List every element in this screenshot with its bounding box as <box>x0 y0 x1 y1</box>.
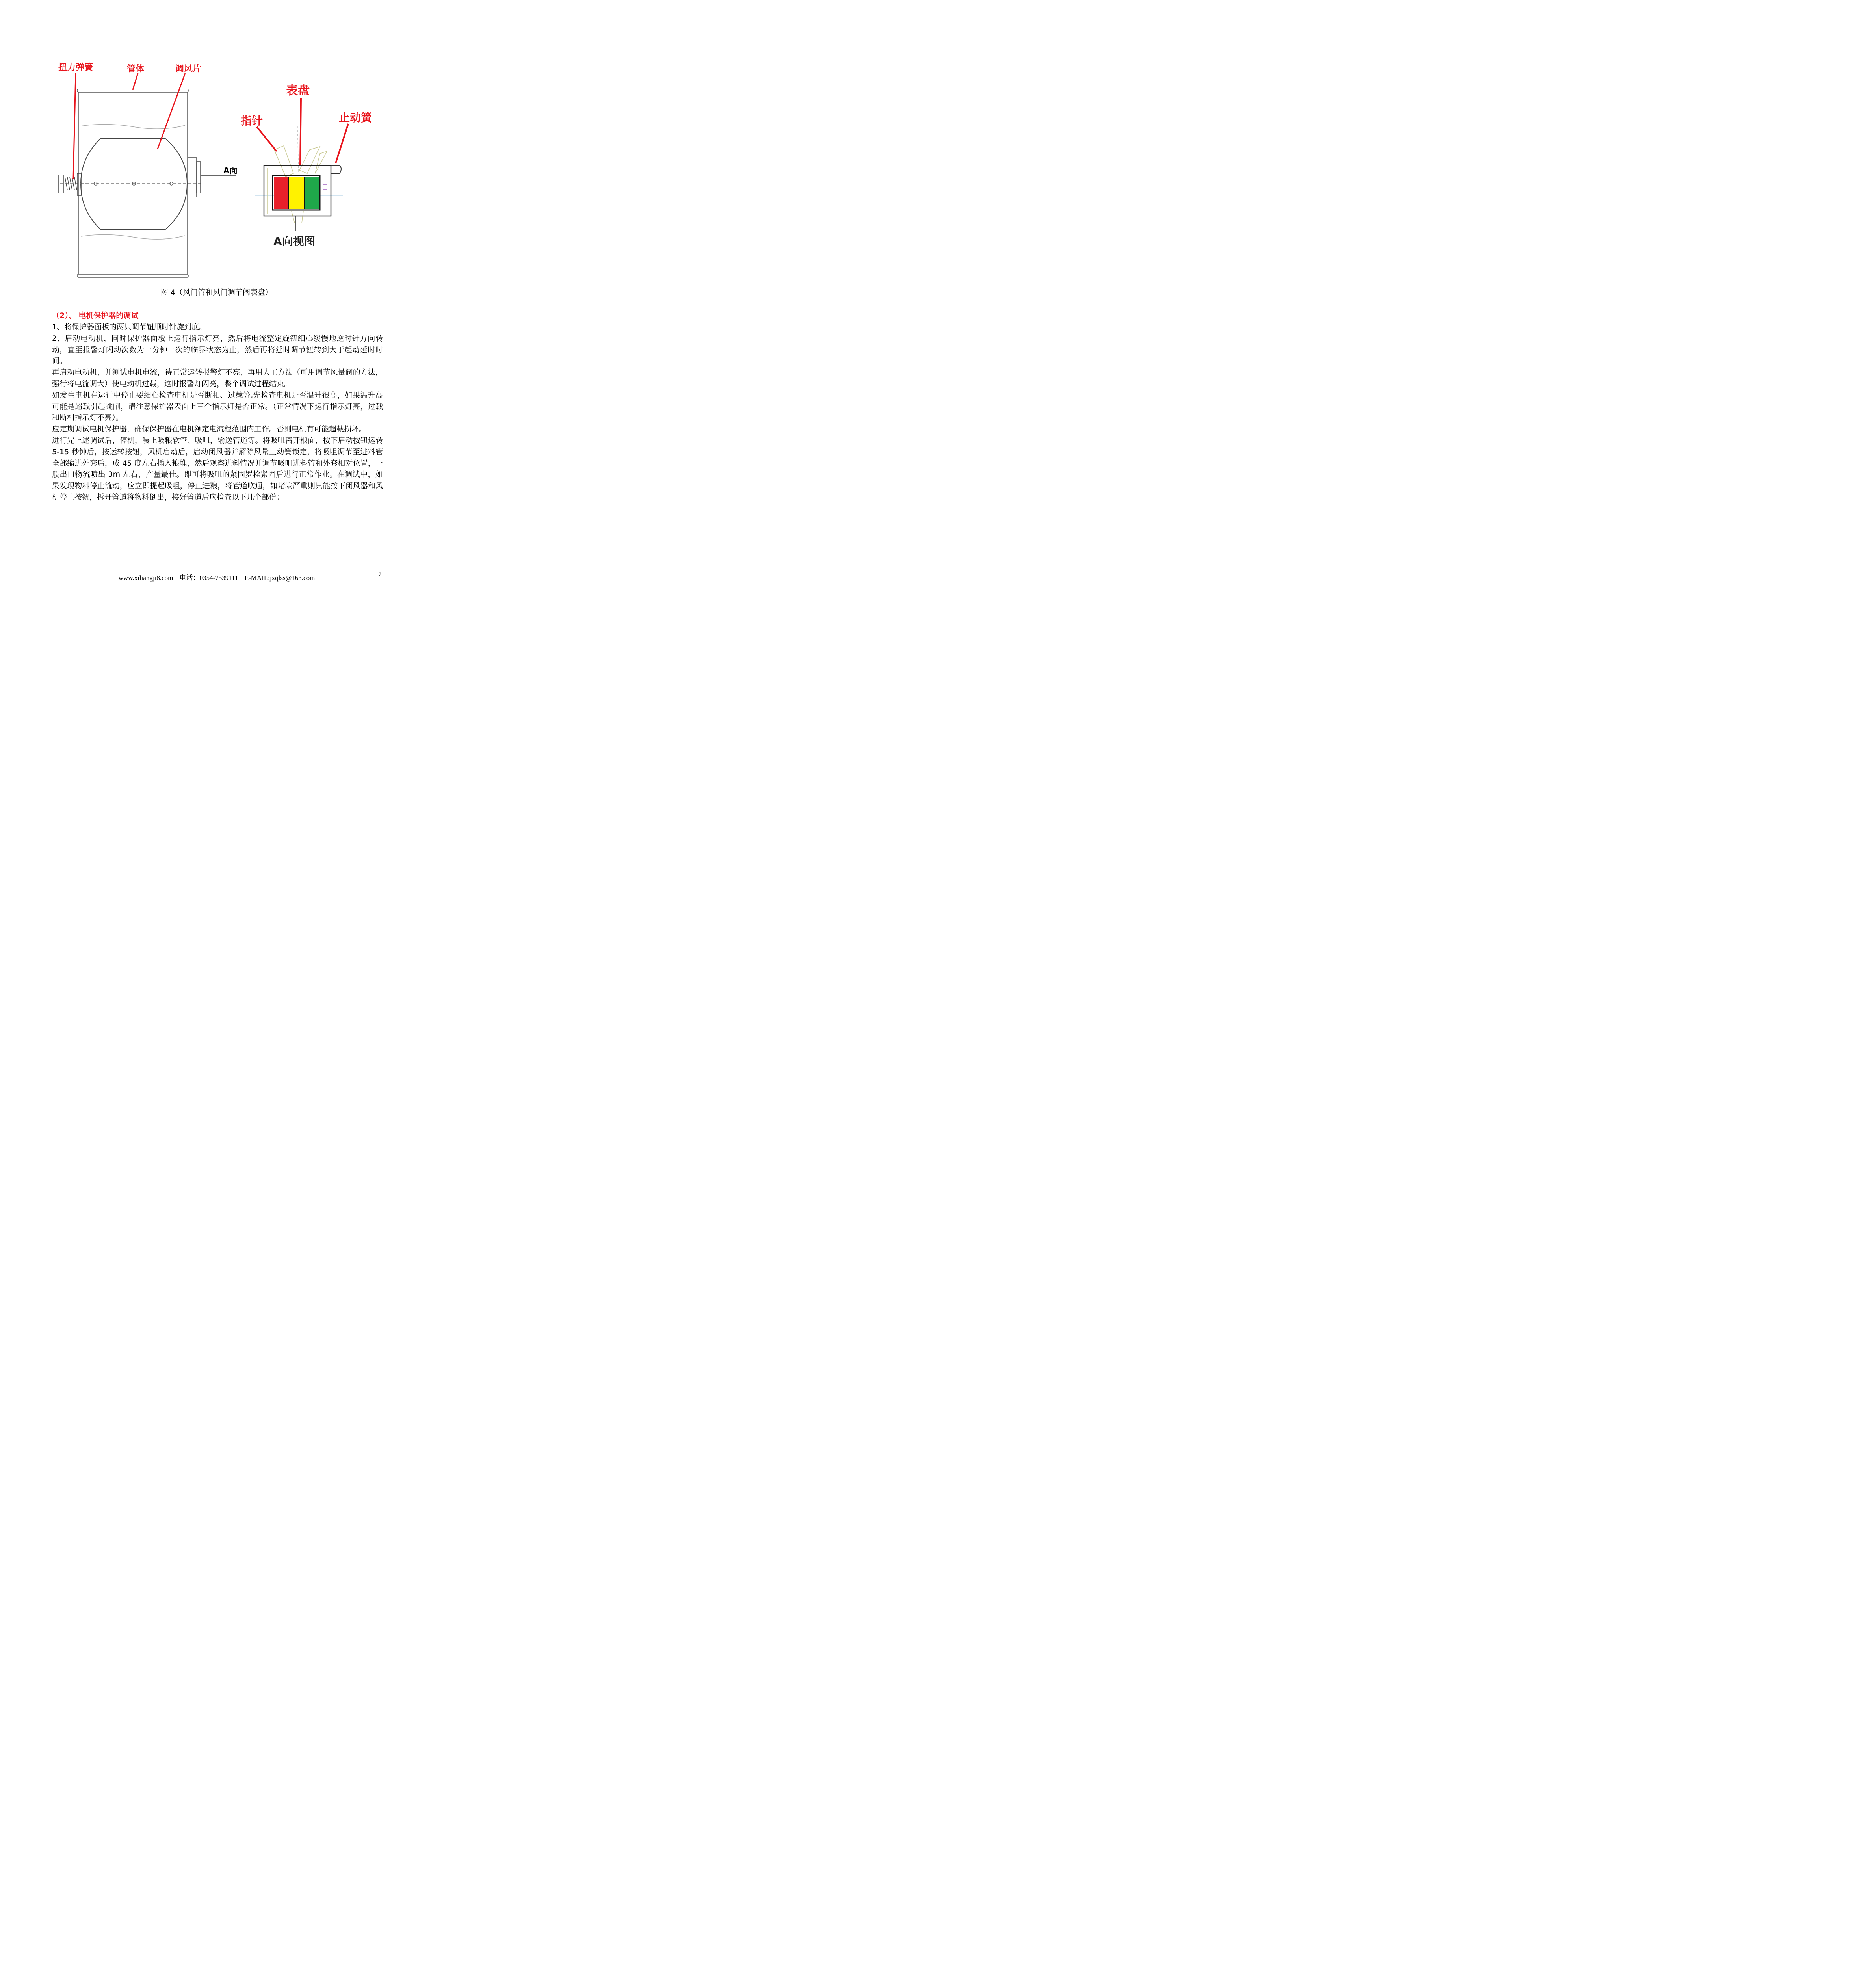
dial-zone-red <box>274 177 289 209</box>
page-footer <box>0 572 433 582</box>
label-view-a: A向视图 <box>273 235 315 248</box>
paragraph: 应定期调试电机保护器，确保保护器在电机额定电流程范围内工作。否则电机有可能超载损坏。 <box>52 425 367 434</box>
footer-website: www.xiliangji8.com <box>118 574 173 582</box>
damper-diagram <box>47 55 394 284</box>
figure-caption: 图 4（风门管和风门调节阀表盘） <box>160 288 273 297</box>
label-pipe-body: 管体 <box>127 64 145 74</box>
paragraph: 2、启动电动机，同时保护器面板上运行指示灯亮，然后将电流整定旋钮细心缓慢地逆时针方向转动，直至报警灯闪动次数为一分钟一次的临界状态为止，然后再将延时调节钮转到大于起动延时时间。 <box>52 334 383 366</box>
label-torsion-spring: 扭力弹簧 <box>58 63 93 72</box>
section-heading: （2）、 电机保护器的调试 <box>52 311 139 320</box>
footer-email: E-MAIL:jxqlss@163.com <box>244 574 315 582</box>
paragraph: 1、将保护器面板的两只调节钮顺时针旋到底。 <box>52 323 207 331</box>
label-direction-a: A向 <box>223 166 238 175</box>
dial-zone-green <box>305 177 319 209</box>
figure-4 <box>47 55 394 284</box>
body-text <box>52 322 383 503</box>
paragraph: 如发生电机在运行中停止要细心检查电机是否断相、过载等,先检查电机是否温升很高，如果温升高可能是超载引起跳闸，请注意保护器表面上三个指示灯是否正常。（正常情况下运行指示灯亮，过载和断相指示灯不亮）。 <box>52 390 383 422</box>
paragraph: 进行完上述调试后，停机，装上吸粮软管、吸咀，输送管道等。将吸咀离开粮面，按下启动按钮运转 5-15 秒钟后，按运转按钮，风机启动后，启动闭风器并解除风量止动簧锁定，将吸咀调节至进料管全部缩进外套后，成 45 度左右插入粮堆，然后观察进料情况并调节吸咀进料管和外套相对位置，一般出口物流喷出 3m 左右，产量最佳。即可将吸咀的紧固罗栓紧固后进行正常作业。在调试中，如果发现物料停止流动，应立即提起吸咀，停止进粮，将管道吹通，如堵塞严重则只能按下闭风器和风机停止按钮，拆开管道将物料倒出，接好管道后应检查以下几个部份： <box>52 436 383 502</box>
footer-phone: 电话：0354-7539111 <box>179 574 238 582</box>
label-dial: 表盘 <box>286 84 310 98</box>
paragraph: 再启动电动机，并测试电机电流，待正常运转报警灯不亮，再用人工方法（可用调节风量阀的方法，强行将电流调大）使电动机过载，这时报警灯闪亮，整个调试过程结束。 <box>52 368 383 388</box>
label-stop-spring: 止动簧 <box>339 111 372 124</box>
label-pointer: 指针 <box>241 114 263 127</box>
label-damper-blade: 调风片 <box>175 64 202 74</box>
right-leader-lines <box>257 98 348 165</box>
damper-pipe-drawing <box>58 89 236 277</box>
dial-zone-yellow <box>289 177 304 209</box>
page-number: 7 <box>378 571 382 578</box>
